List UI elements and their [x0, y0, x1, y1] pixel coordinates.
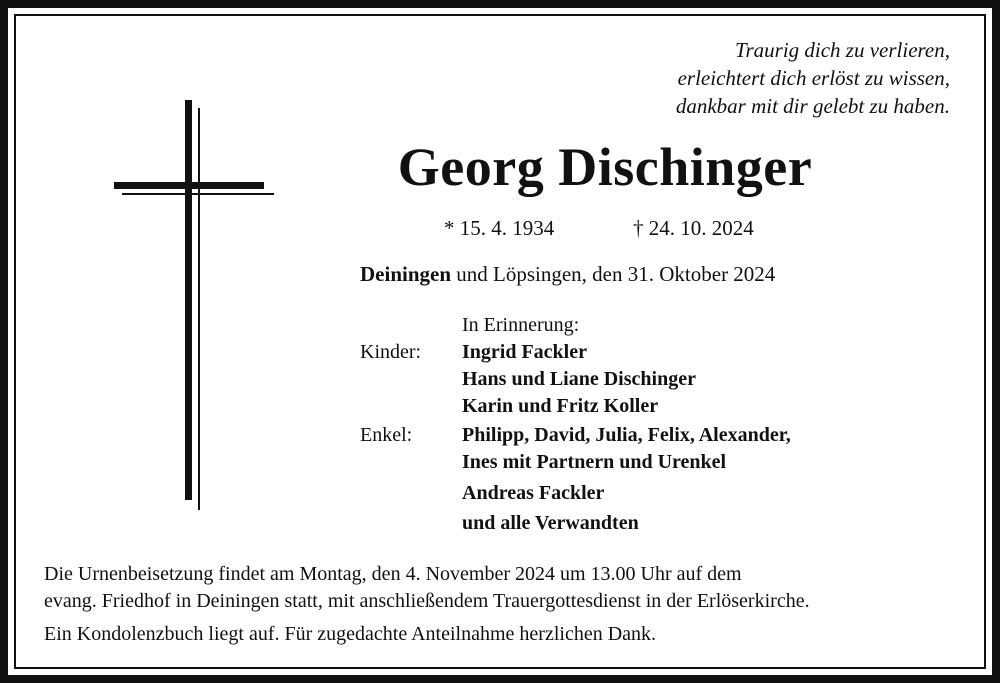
grandchildren-line: Ines mit Partnern und Urenkel: [462, 451, 727, 473]
motto-quote: [620, 36, 950, 120]
child-name: Ingrid Fackler: [462, 341, 587, 363]
child-name: Karin und Fritz Koller: [462, 395, 659, 417]
notice-line: Die Urnenbeisetzung findet am Montag, den 4. November 2024 um 13.00 Uhr auf dem: [44, 563, 742, 585]
motto-line: erleichtert dich erlöst zu wissen,: [677, 66, 950, 90]
place-name: Deiningen: [360, 262, 452, 286]
death-date: † 24. 10. 2024: [633, 216, 754, 240]
place-date: [360, 262, 775, 287]
grandchildren-line: Philipp, David, Julia, Felix, Alexander,: [462, 424, 791, 446]
cross-icon: [100, 90, 280, 520]
children-label: Kinder:: [360, 341, 422, 363]
memory-intro: In Erinnerung:: [462, 314, 580, 336]
birth-date: * 15. 4. 1934: [444, 216, 555, 240]
place-date-rest: und Löpsingen, den 31. Oktober 2024: [451, 262, 776, 286]
notice-line: Ein Kondolenzbuch liegt auf. Für zugedachte Anteilnahme herzlichen Dank.: [44, 623, 657, 645]
notice-line: evang. Friedhof in Deiningen statt, mit anschließendem Trauergottesdienst in der Erlöserkirche.: [44, 590, 810, 612]
child-name: Hans und Liane Dischinger: [462, 368, 696, 390]
other-mourner: und alle Verwandten: [462, 512, 639, 534]
other-mourner: Andreas Fackler: [462, 482, 605, 504]
motto-line: dankbar mit dir gelebt zu haben.: [675, 94, 950, 118]
grandchildren-label: Enkel:: [360, 424, 413, 446]
deceased-name: Georg Dischinger: [397, 137, 813, 197]
motto-line: Traurig dich zu verlieren,: [734, 38, 950, 62]
